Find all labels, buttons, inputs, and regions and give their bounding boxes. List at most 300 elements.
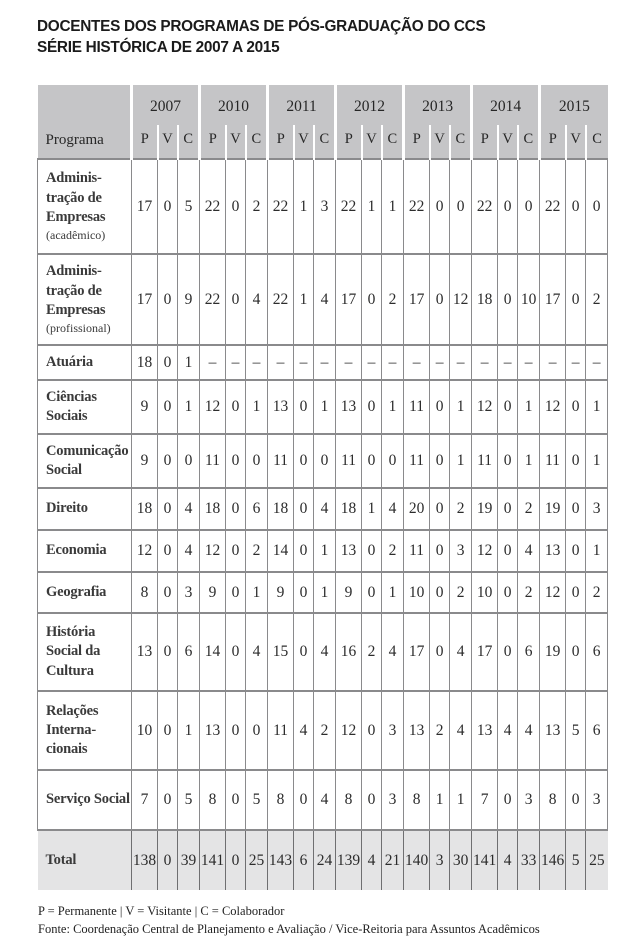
program-name-line: Relações: [46, 702, 99, 719]
value-cell: 22: [336, 159, 362, 254]
value-cell: 4: [294, 691, 314, 770]
value-cell: 17: [336, 254, 362, 345]
value-cell: 4: [314, 488, 336, 530]
value-cell: –: [294, 345, 314, 380]
program-name-line: Serviço Social: [46, 791, 130, 808]
program-name-line: Cultura: [46, 662, 94, 679]
total-value-cell: 138: [132, 830, 158, 890]
subcol-header-c: C: [518, 125, 540, 159]
value-cell: 17: [132, 159, 158, 254]
value-cell: 0: [226, 380, 246, 434]
value-cell: 1: [450, 770, 472, 830]
value-cell: 18: [336, 488, 362, 530]
value-cell: 0: [518, 159, 540, 254]
value-cell: 5: [178, 159, 200, 254]
value-cell: 0: [158, 488, 178, 530]
value-cell: 0: [226, 254, 246, 345]
value-cell: 17: [472, 613, 498, 691]
value-cell: 8: [404, 770, 430, 830]
value-cell: 1: [362, 488, 382, 530]
program-name-line: Atuária: [46, 353, 93, 370]
total-value-cell: 3: [430, 830, 450, 890]
value-cell: 0: [566, 380, 586, 434]
value-cell: 3: [178, 572, 200, 613]
value-cell: 2: [450, 572, 472, 613]
subcol-header-c: C: [314, 125, 336, 159]
value-cell: 2: [246, 530, 268, 572]
value-cell: 9: [132, 380, 158, 434]
value-cell: 3: [586, 488, 608, 530]
value-cell: 0: [430, 434, 450, 488]
table-row: [38, 488, 608, 530]
subcol-header-v: V: [362, 125, 382, 159]
subcol-header-p: P: [200, 125, 226, 159]
value-cell: 7: [132, 770, 158, 830]
value-cell: 4: [314, 254, 336, 345]
value-cell: 0: [362, 572, 382, 613]
program-name-cell: [38, 254, 132, 345]
value-cell: 2: [518, 572, 540, 613]
value-cell: 12: [336, 691, 362, 770]
value-cell: 11: [472, 434, 498, 488]
value-cell: 13: [268, 380, 294, 434]
total-value-cell: 25: [246, 830, 268, 890]
value-cell: 0: [226, 613, 246, 691]
subcol-header-p: P: [540, 125, 566, 159]
value-cell: 1: [450, 434, 472, 488]
total-value-cell: 4: [362, 830, 382, 890]
total-value-cell: 143: [268, 830, 294, 890]
value-cell: 17: [404, 613, 430, 691]
value-cell: 12: [450, 254, 472, 345]
value-cell: 0: [362, 691, 382, 770]
value-cell: 9: [132, 434, 158, 488]
value-cell: 1: [246, 572, 268, 613]
value-cell: 1: [382, 380, 404, 434]
year-header-2015: 2015: [540, 85, 608, 125]
value-cell: 4: [246, 254, 268, 345]
year-header-2007: 2007: [132, 85, 200, 125]
value-cell: 18: [132, 345, 158, 380]
total-value-cell: 30: [450, 830, 472, 890]
value-cell: 4: [382, 613, 404, 691]
value-cell: 1: [382, 159, 404, 254]
value-cell: –: [314, 345, 336, 380]
value-cell: 0: [158, 380, 178, 434]
value-cell: –: [586, 345, 608, 380]
value-cell: –: [472, 345, 498, 380]
value-cell: 13: [336, 380, 362, 434]
value-cell: 22: [404, 159, 430, 254]
program-name-line: História: [46, 624, 96, 641]
subcol-header-v: V: [294, 125, 314, 159]
value-cell: 0: [566, 159, 586, 254]
program-name-line: Comunicação: [46, 442, 129, 459]
value-cell: 11: [540, 434, 566, 488]
value-cell: 17: [132, 254, 158, 345]
value-cell: 4: [450, 691, 472, 770]
value-cell: 10: [472, 572, 498, 613]
title-line-2: SÉRIE HISTÓRICA DE 2007 A 2015: [37, 39, 280, 56]
value-cell: 1: [314, 572, 336, 613]
value-cell: 22: [540, 159, 566, 254]
table-row: [38, 254, 608, 345]
value-cell: 0: [430, 530, 450, 572]
value-cell: 0: [246, 691, 268, 770]
program-name-line: cionais: [46, 741, 88, 758]
value-cell: 6: [518, 613, 540, 691]
value-cell: 0: [246, 434, 268, 488]
value-cell: 3: [314, 159, 336, 254]
value-cell: 0: [566, 488, 586, 530]
value-cell: –: [200, 345, 226, 380]
value-cell: –: [246, 345, 268, 380]
program-name-line: Social: [46, 462, 82, 478]
value-cell: 0: [498, 530, 518, 572]
subcol-header-p: P: [336, 125, 362, 159]
value-cell: 1: [586, 434, 608, 488]
value-cell: 22: [268, 159, 294, 254]
program-name-line: tração de: [46, 282, 102, 299]
value-cell: –: [566, 345, 586, 380]
value-cell: 9: [200, 572, 226, 613]
value-cell: 6: [586, 691, 608, 770]
value-cell: 1: [450, 380, 472, 434]
value-cell: 0: [498, 488, 518, 530]
value-cell: 12: [540, 572, 566, 613]
value-cell: 4: [314, 770, 336, 830]
program-name-cell: [38, 691, 132, 770]
program-name-line: Sociais: [46, 408, 88, 424]
value-cell: 0: [566, 613, 586, 691]
subcol-header-v: V: [226, 125, 246, 159]
value-cell: 18: [132, 488, 158, 530]
program-name-line: tração de: [46, 189, 102, 206]
total-value-cell: 25: [586, 830, 608, 890]
value-cell: 10: [132, 691, 158, 770]
value-cell: 3: [518, 770, 540, 830]
value-cell: 5: [566, 691, 586, 770]
value-cell: 13: [132, 613, 158, 691]
value-cell: 4: [246, 613, 268, 691]
value-cell: 12: [132, 530, 158, 572]
value-cell: 1: [430, 770, 450, 830]
subcol-header-c: C: [246, 125, 268, 159]
table-body: [38, 159, 608, 890]
value-cell: 17: [540, 254, 566, 345]
value-cell: 22: [268, 254, 294, 345]
value-cell: 1: [178, 380, 200, 434]
table-row: [38, 434, 608, 488]
value-cell: 2: [450, 488, 472, 530]
value-cell: 12: [540, 380, 566, 434]
value-cell: 0: [498, 159, 518, 254]
program-name-line: Adminis-: [46, 263, 102, 280]
value-cell: –: [540, 345, 566, 380]
value-cell: 0: [226, 572, 246, 613]
value-cell: 0: [226, 488, 246, 530]
value-cell: 2: [430, 691, 450, 770]
year-header-2010: 2010: [200, 85, 268, 125]
value-cell: 0: [430, 488, 450, 530]
value-cell: 11: [268, 434, 294, 488]
value-cell: 18: [268, 488, 294, 530]
value-cell: 13: [472, 691, 498, 770]
value-cell: 0: [498, 434, 518, 488]
value-cell: 14: [268, 530, 294, 572]
value-cell: 0: [566, 572, 586, 613]
total-value-cell: 146: [540, 830, 566, 890]
value-cell: 4: [382, 488, 404, 530]
year-header-2012: 2012: [336, 85, 404, 125]
program-name-cell: [38, 488, 132, 530]
program-name-cell: [38, 530, 132, 572]
value-cell: 0: [294, 613, 314, 691]
value-cell: –: [382, 345, 404, 380]
value-cell: 4: [518, 691, 540, 770]
value-cell: 19: [540, 613, 566, 691]
total-value-cell: 141: [472, 830, 498, 890]
value-cell: 1: [586, 530, 608, 572]
program-column-header: Programa: [38, 85, 132, 159]
legend-footnote: P = Permanente | V = Visitante | C = Colaborador: [38, 904, 285, 918]
value-cell: 20: [404, 488, 430, 530]
value-cell: 22: [472, 159, 498, 254]
value-cell: –: [518, 345, 540, 380]
value-cell: 18: [472, 254, 498, 345]
value-cell: 6: [246, 488, 268, 530]
subcol-header-v: V: [158, 125, 178, 159]
value-cell: 5: [246, 770, 268, 830]
value-cell: 2: [518, 488, 540, 530]
subcol-header-p: P: [472, 125, 498, 159]
program-note: (acadêmico): [46, 227, 106, 242]
value-cell: 12: [472, 530, 498, 572]
value-cell: –: [362, 345, 382, 380]
value-cell: 0: [294, 488, 314, 530]
table-row: [38, 691, 608, 770]
value-cell: 0: [226, 159, 246, 254]
year-header-2014: 2014: [472, 85, 540, 125]
value-cell: 0: [158, 691, 178, 770]
value-cell: 6: [178, 613, 200, 691]
total-value-cell: 24: [314, 830, 336, 890]
value-cell: 11: [404, 380, 430, 434]
total-value-cell: 141: [200, 830, 226, 890]
total-value-cell: 6: [294, 830, 314, 890]
total-value-cell: 139: [336, 830, 362, 890]
value-cell: –: [404, 345, 430, 380]
total-value-cell: 39: [178, 830, 200, 890]
subcol-header-c: C: [178, 125, 200, 159]
value-cell: 2: [246, 159, 268, 254]
total-value-cell: 21: [382, 830, 404, 890]
value-cell: 7: [472, 770, 498, 830]
value-cell: 1: [178, 691, 200, 770]
value-cell: 11: [268, 691, 294, 770]
subcol-header-v: V: [430, 125, 450, 159]
value-cell: 0: [382, 434, 404, 488]
value-cell: 2: [362, 613, 382, 691]
value-cell: 0: [226, 530, 246, 572]
value-cell: 22: [200, 159, 226, 254]
program-name-line: Empresas: [46, 301, 106, 318]
value-cell: 13: [404, 691, 430, 770]
value-cell: 4: [178, 530, 200, 572]
value-cell: 0: [498, 770, 518, 830]
value-cell: 3: [382, 691, 404, 770]
value-cell: 8: [200, 770, 226, 830]
value-cell: 11: [200, 434, 226, 488]
value-cell: 12: [200, 380, 226, 434]
total-value-cell: 4: [498, 830, 518, 890]
value-cell: 22: [200, 254, 226, 345]
subcol-header-p: P: [268, 125, 294, 159]
value-cell: 0: [158, 613, 178, 691]
value-cell: 0: [566, 434, 586, 488]
value-cell: 14: [200, 613, 226, 691]
value-cell: 17: [404, 254, 430, 345]
value-cell: 6: [586, 613, 608, 691]
source-footnote: Fonte: Coordenação Central de Planejamento e Avaliação / Vice-Reitoria para Assuntos Acadêmicos: [38, 922, 540, 936]
value-cell: 0: [430, 613, 450, 691]
value-cell: 2: [586, 254, 608, 345]
value-cell: 3: [450, 530, 472, 572]
table-row: [38, 380, 608, 434]
value-cell: 13: [540, 691, 566, 770]
program-name-line: Adminis-: [46, 170, 102, 187]
value-cell: 11: [404, 434, 430, 488]
value-cell: 1: [246, 380, 268, 434]
value-cell: 0: [498, 380, 518, 434]
value-cell: 1: [586, 380, 608, 434]
subcol-header-c: C: [382, 125, 404, 159]
value-cell: 0: [430, 254, 450, 345]
value-cell: 3: [586, 770, 608, 830]
program-name-cell: [38, 380, 132, 434]
value-cell: 9: [336, 572, 362, 613]
program-name-line: Social da: [46, 643, 101, 660]
value-cell: 0: [430, 572, 450, 613]
value-cell: 2: [382, 254, 404, 345]
value-cell: 0: [294, 530, 314, 572]
value-cell: 8: [540, 770, 566, 830]
value-cell: 0: [158, 345, 178, 380]
value-cell: 1: [382, 572, 404, 613]
value-cell: 4: [498, 691, 518, 770]
value-cell: 0: [178, 434, 200, 488]
value-cell: –: [226, 345, 246, 380]
value-cell: 0: [226, 770, 246, 830]
program-name-line: Economia: [46, 542, 107, 559]
value-cell: 4: [178, 488, 200, 530]
value-cell: 13: [200, 691, 226, 770]
value-cell: 9: [178, 254, 200, 345]
value-cell: 10: [404, 572, 430, 613]
value-cell: 8: [268, 770, 294, 830]
value-cell: 0: [158, 254, 178, 345]
value-cell: 0: [294, 380, 314, 434]
value-cell: 0: [566, 770, 586, 830]
value-cell: 3: [382, 770, 404, 830]
value-cell: 2: [314, 691, 336, 770]
program-note: (profissional): [46, 320, 111, 335]
program-name-line: Geografia: [46, 583, 107, 600]
table-header: [38, 85, 608, 159]
value-cell: 0: [586, 159, 608, 254]
value-cell: 0: [158, 770, 178, 830]
value-cell: 10: [518, 254, 540, 345]
value-cell: 2: [586, 572, 608, 613]
program-name-line: Interna-: [46, 721, 96, 738]
program-name-line: Empresas: [46, 208, 106, 225]
value-cell: 0: [158, 434, 178, 488]
subcol-header-v: V: [566, 125, 586, 159]
value-cell: 0: [158, 572, 178, 613]
total-value-cell: 0: [226, 830, 246, 890]
value-cell: 0: [566, 254, 586, 345]
value-cell: 9: [268, 572, 294, 613]
program-name-line: Direito: [46, 500, 88, 517]
value-cell: 8: [132, 572, 158, 613]
table-row: [38, 572, 608, 613]
value-cell: 19: [472, 488, 498, 530]
value-cell: 13: [540, 530, 566, 572]
value-cell: 0: [294, 572, 314, 613]
value-cell: 11: [336, 434, 362, 488]
value-cell: 0: [362, 380, 382, 434]
program-name-cell: [38, 345, 132, 380]
value-cell: –: [450, 345, 472, 380]
program-name-cell: [38, 613, 132, 691]
title-line-1: DOCENTES DOS PROGRAMAS DE PÓS-GRADUAÇÃO DO CCS: [37, 18, 486, 35]
value-cell: 4: [314, 613, 336, 691]
total-value-cell: 5: [566, 830, 586, 890]
docentes-table: [37, 85, 608, 890]
value-cell: –: [498, 345, 518, 380]
value-cell: 19: [540, 488, 566, 530]
value-cell: 0: [362, 530, 382, 572]
value-cell: 13: [336, 530, 362, 572]
value-cell: 11: [404, 530, 430, 572]
value-cell: 1: [178, 345, 200, 380]
program-name-cell: [38, 434, 132, 488]
total-label-cell: Total: [38, 830, 132, 890]
total-value-cell: 33: [518, 830, 540, 890]
value-cell: 5: [178, 770, 200, 830]
value-cell: 0: [294, 434, 314, 488]
value-cell: 0: [294, 770, 314, 830]
value-cell: 0: [430, 159, 450, 254]
total-row: [38, 830, 608, 890]
table-row: [38, 159, 608, 254]
program-name-cell: [38, 572, 132, 613]
subcol-header-p: P: [404, 125, 430, 159]
year-header-row: [38, 85, 608, 125]
value-cell: 1: [362, 159, 382, 254]
value-cell: 16: [336, 613, 362, 691]
value-cell: 0: [314, 434, 336, 488]
page: [0, 16, 640, 936]
table-row: [38, 613, 608, 691]
table-row: [38, 345, 608, 380]
subcol-header-p: P: [132, 125, 158, 159]
subcol-header-c: C: [450, 125, 472, 159]
value-cell: 0: [226, 434, 246, 488]
total-value-cell: 140: [404, 830, 430, 890]
value-cell: 0: [362, 434, 382, 488]
year-header-2011: 2011: [268, 85, 336, 125]
